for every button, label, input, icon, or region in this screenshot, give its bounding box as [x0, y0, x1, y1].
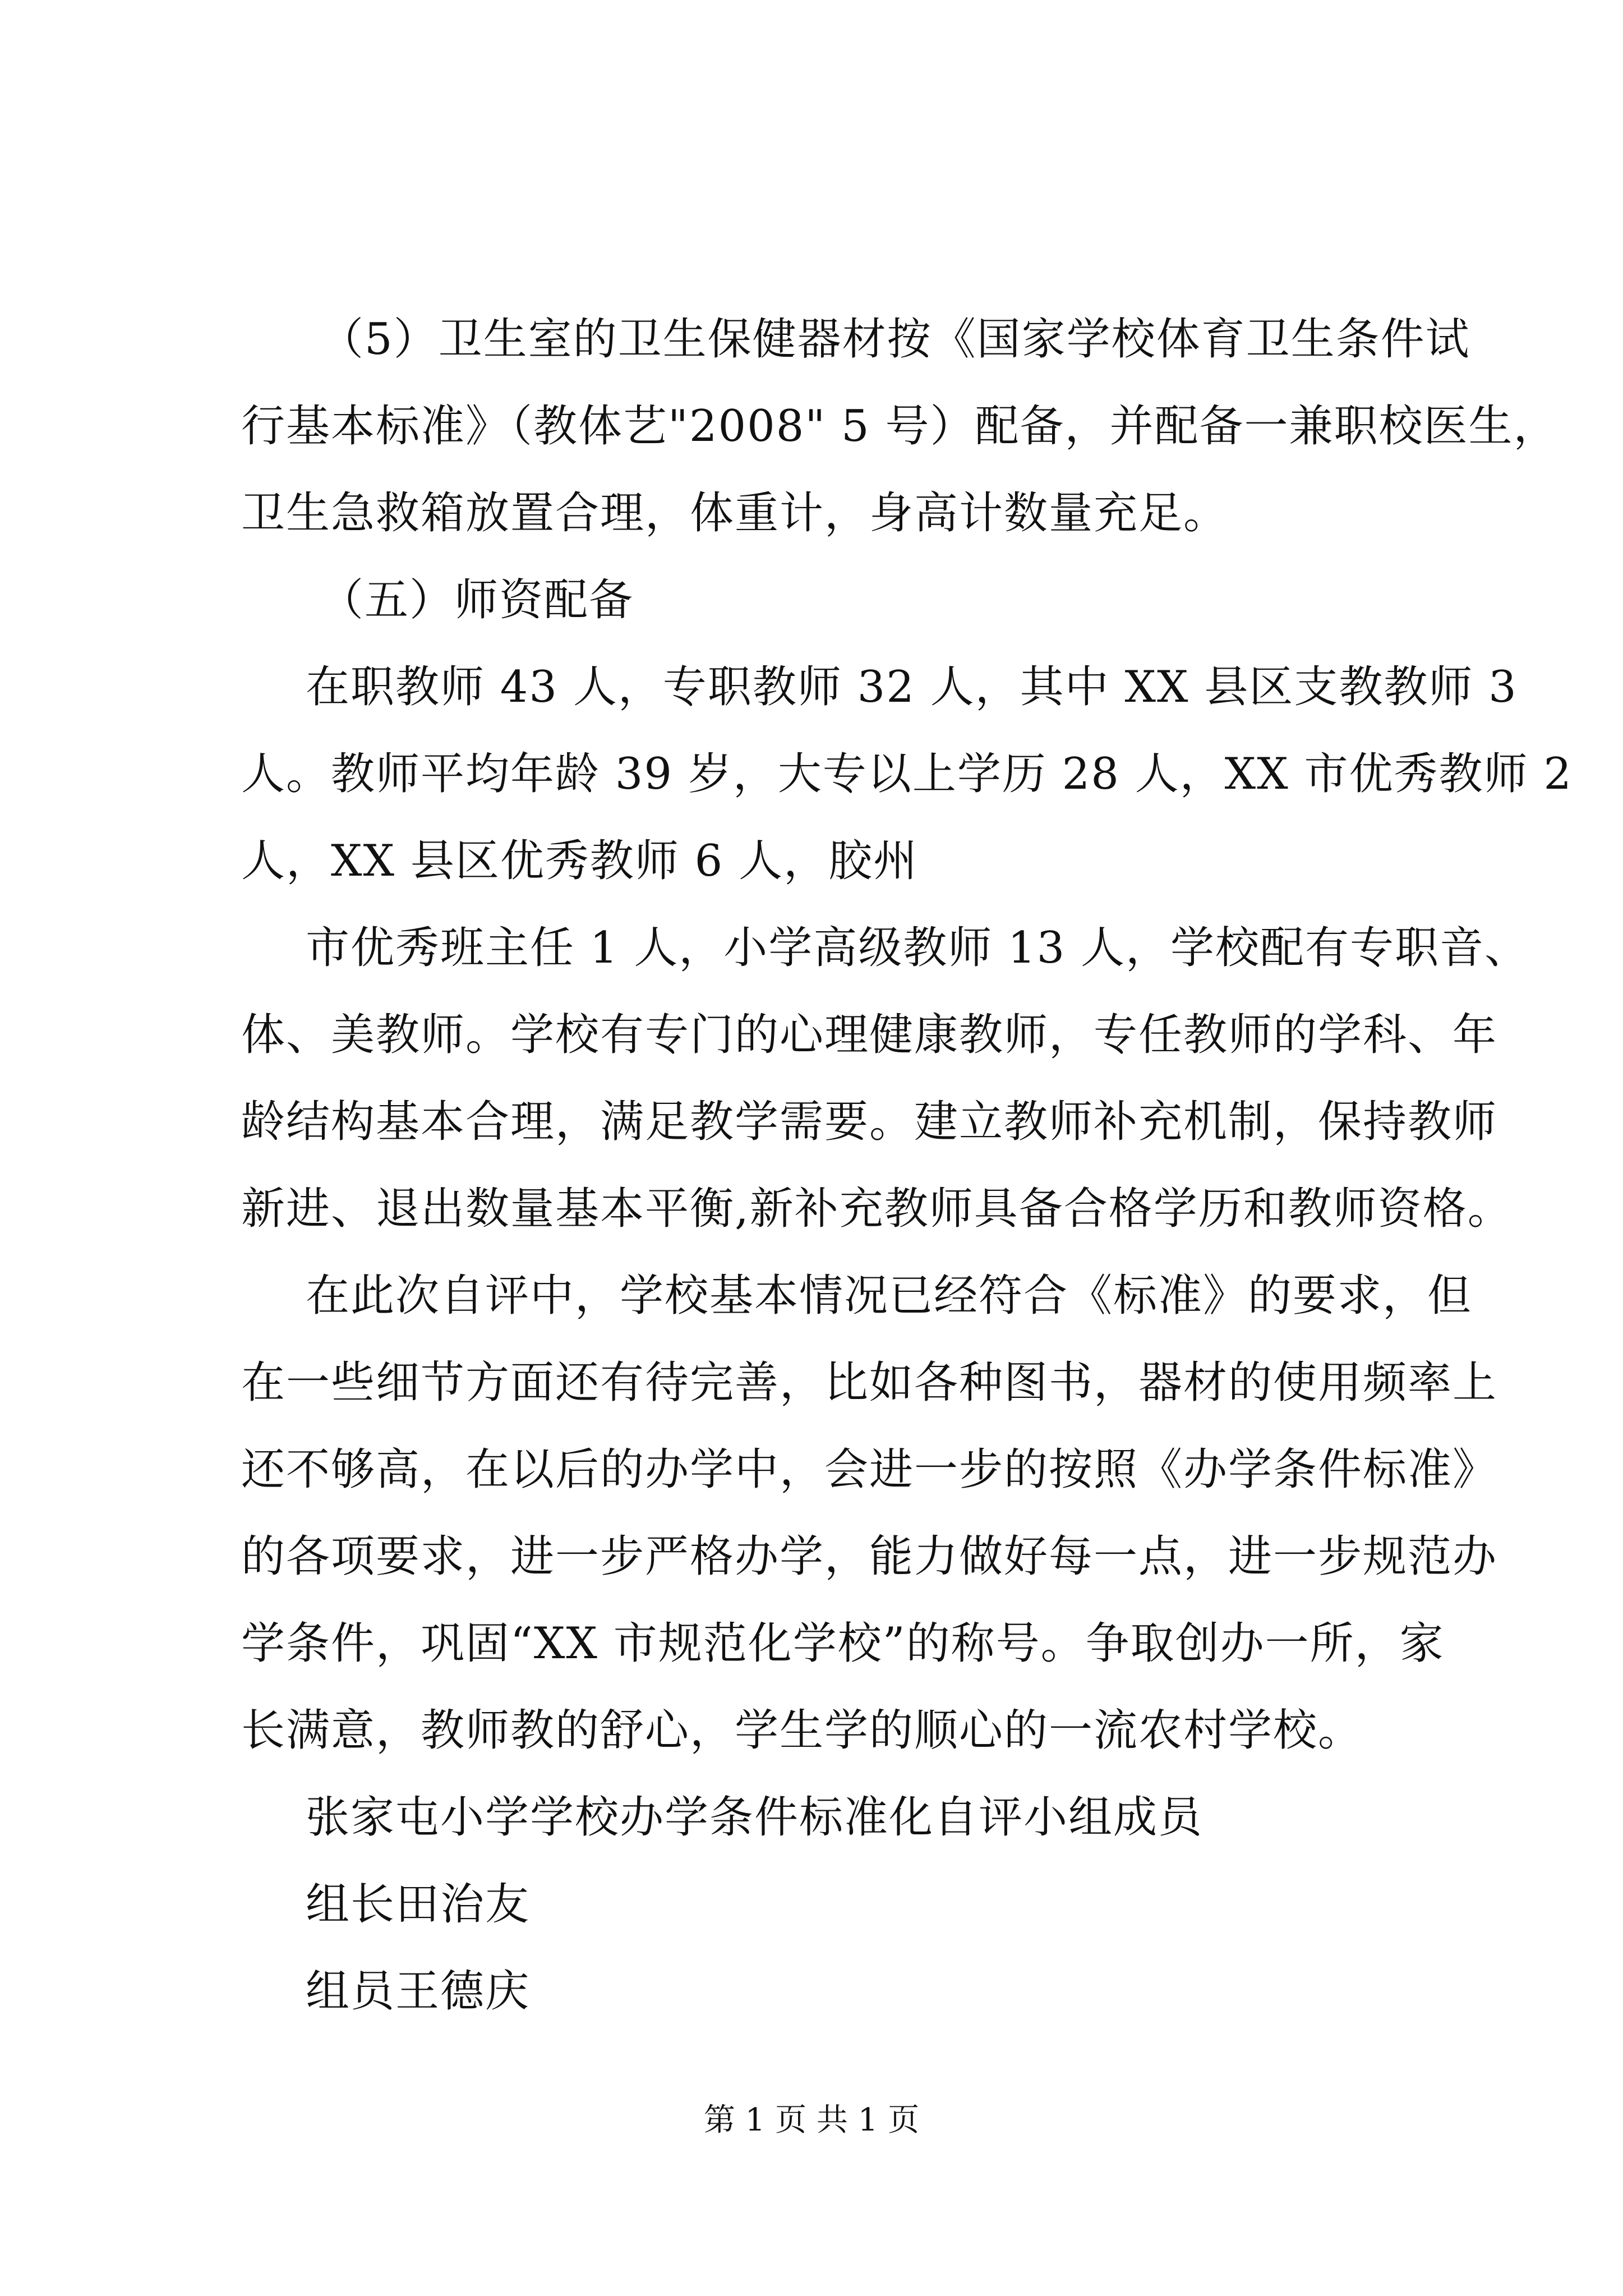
paragraph-line: 在职教师 43 人，专职教师 32 人，其中 XX 县区支教教师 3	[306, 662, 1518, 712]
paragraph-line: 体、美教师。学校有专门的心理健康教师，专任教师的学科、年	[241, 1010, 1498, 1060]
paragraph-line: 市优秀班主任 1 人，小学高级教师 13 人，学校配有专职音、	[306, 923, 1530, 973]
paragraph-line: 卫生急救箱放置合理，体重计，身高计数量充足。	[241, 488, 1229, 539]
paragraph-line: 学条件，巩固“XX 市规范化学校”的称号。争取创办一所，家	[241, 1618, 1445, 1669]
paragraph-line: 人，XX 县区优秀教师 6 人，胶州	[241, 836, 919, 886]
committee-title: 张家屯小学学校办学条件标准化自评小组成员	[306, 1792, 1204, 1843]
paragraph-line: 行基本标准》（教体艺"2008" 5 号）配备，并配备一兼职校医生，	[241, 401, 1559, 452]
paragraph-line: 长满意，教师教的舒心，学生学的顺心的一流农村学校。	[241, 1705, 1363, 1756]
paragraph-line: 龄结构基本合理，满足教学需要。建立教师补充机制，保持教师	[241, 1097, 1498, 1147]
section-heading: （五）师资配备	[320, 575, 634, 625]
paragraph-line: 新进、退出数量基本平衡,新补充教师具备合格学历和教师资格。	[241, 1184, 1513, 1234]
paragraph-line: （5）卫生室的卫生保健器材按《国家学校体育卫生条件试	[320, 314, 1470, 365]
paragraph-line: 在此次自评中，学校基本情况已经符合《标准》的要求，但	[306, 1271, 1473, 1321]
paragraph-line: 人。教师平均年龄 39 岁，大专以上学历 28 人，XX 市优秀教师 2	[241, 749, 1573, 799]
paragraph-line: 还不够高，在以后的办学中，会进一步的按照《办学条件标准》	[241, 1444, 1498, 1495]
committee-member: 组员王德庆	[306, 1966, 531, 2017]
page-number-footer: 第 1 页 共 1 页	[703, 2102, 920, 2138]
committee-leader: 组长田治友	[306, 1879, 531, 1930]
paragraph-line: 的各项要求，进一步严格办学，能力做好每一点，进一步规范办	[241, 1531, 1498, 1582]
paragraph-line: 在一些细节方面还有待完善，比如各种图书，器材的使用频率上	[241, 1358, 1498, 1408]
